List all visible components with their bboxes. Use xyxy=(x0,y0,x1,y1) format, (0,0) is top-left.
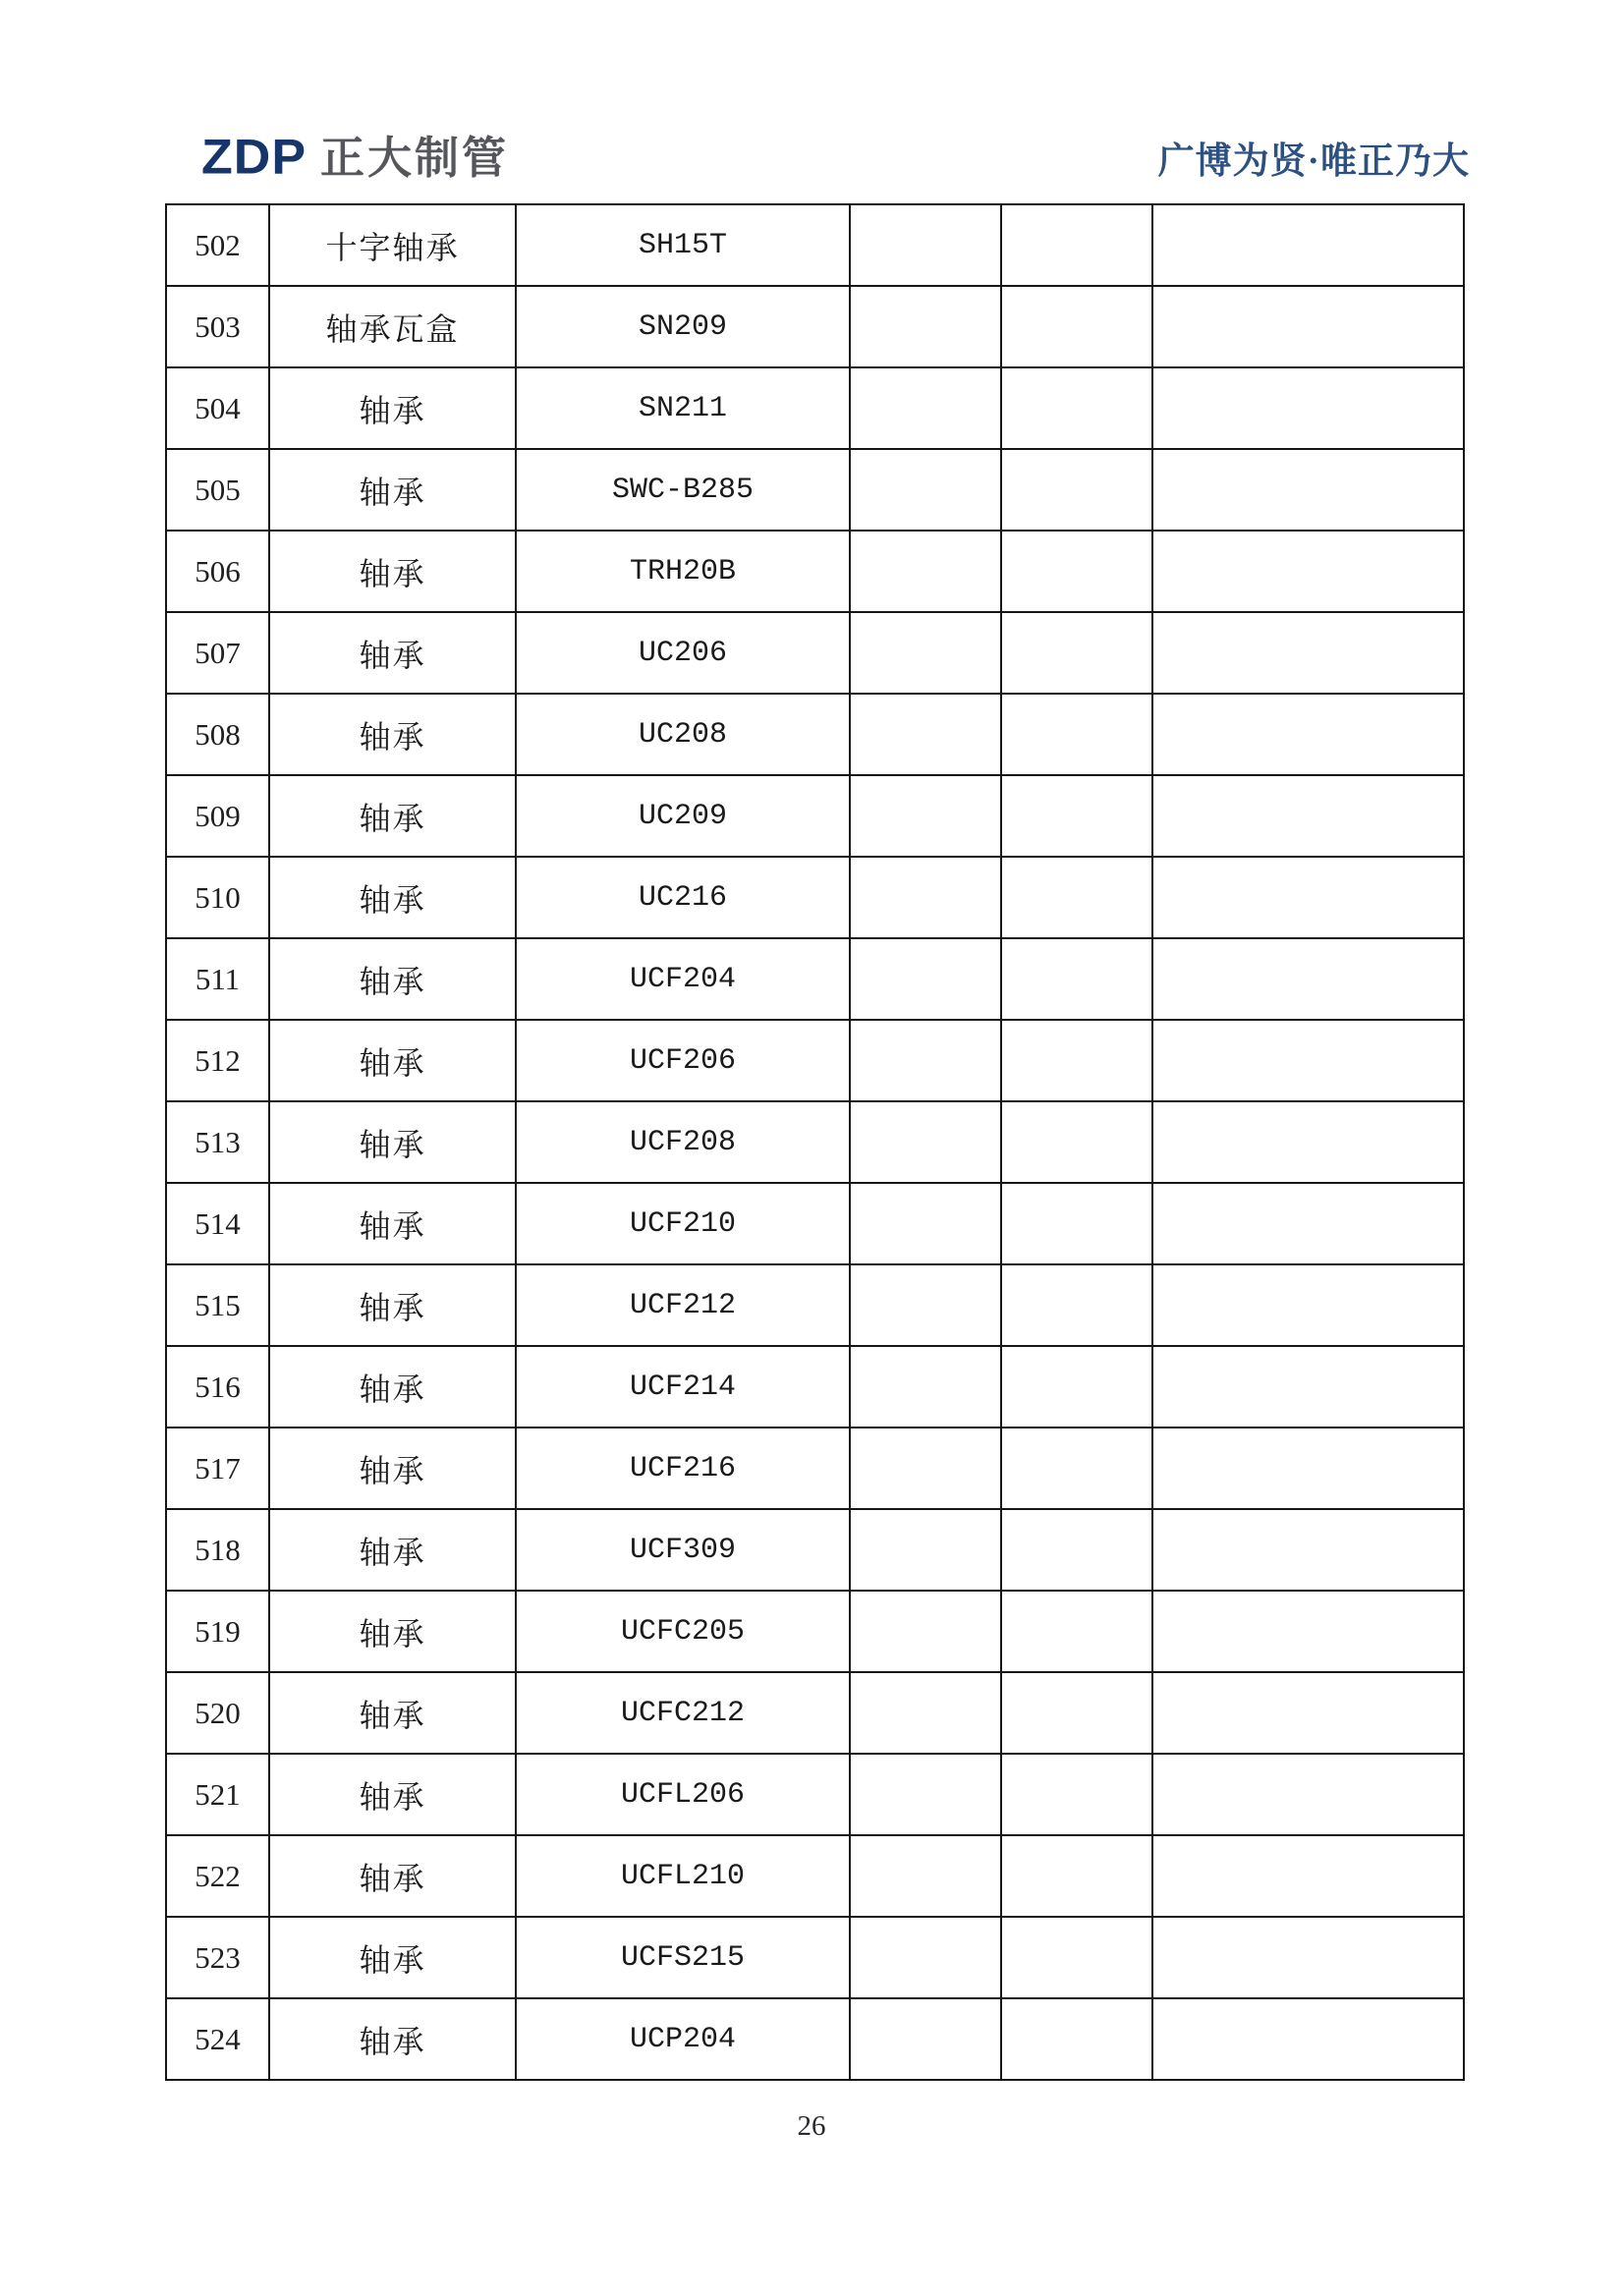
blank-cell-2 xyxy=(1001,775,1152,857)
row-number-cell: 518 xyxy=(166,1509,269,1591)
model-cell: UCFC212 xyxy=(516,1672,850,1754)
blank-cell-1 xyxy=(850,367,1001,449)
table-row xyxy=(166,286,1464,367)
row-number-cell: 503 xyxy=(166,286,269,367)
blank-cell-3 xyxy=(1152,1672,1464,1754)
blank-cell-1 xyxy=(850,1509,1001,1591)
blank-cell-3 xyxy=(1152,694,1464,775)
model-cell: UC206 xyxy=(516,612,850,694)
blank-cell-1 xyxy=(850,1591,1001,1672)
table-row xyxy=(166,204,1464,286)
blank-cell-1 xyxy=(850,1428,1001,1509)
part-name-cell: 轴承 xyxy=(269,1917,516,1998)
blank-cell-1 xyxy=(850,531,1001,612)
model-cell: UCF214 xyxy=(516,1346,850,1428)
row-number-cell: 510 xyxy=(166,857,269,938)
blank-cell-1 xyxy=(850,612,1001,694)
part-name-cell: 轴承 xyxy=(269,1183,516,1264)
row-number-cell: 515 xyxy=(166,1264,269,1346)
row-number-cell: 520 xyxy=(166,1672,269,1754)
part-name-cell: 轴承 xyxy=(269,1020,516,1101)
company-slogan: 广博为贤·唯正乃大 xyxy=(1157,141,1470,182)
part-name-cell: 轴承 xyxy=(269,1672,516,1754)
table-row xyxy=(166,367,1464,449)
part-name-cell: 轴承 xyxy=(269,1835,516,1917)
blank-cell-3 xyxy=(1152,1101,1464,1183)
table-row xyxy=(166,1672,1464,1754)
blank-cell-2 xyxy=(1001,1264,1152,1346)
blank-cell-1 xyxy=(850,204,1001,286)
blank-cell-2 xyxy=(1001,531,1152,612)
part-name-cell: 轴承 xyxy=(269,1754,516,1835)
row-number-cell: 506 xyxy=(166,531,269,612)
row-number-cell: 502 xyxy=(166,204,269,286)
row-number-cell: 504 xyxy=(166,367,269,449)
blank-cell-2 xyxy=(1001,612,1152,694)
row-number-cell: 523 xyxy=(166,1917,269,1998)
model-cell: UCF309 xyxy=(516,1509,850,1591)
row-number-cell: 512 xyxy=(166,1020,269,1101)
table-row xyxy=(166,531,1464,612)
part-name-cell: 轴承 xyxy=(269,1428,516,1509)
table-row xyxy=(166,938,1464,1020)
blank-cell-1 xyxy=(850,286,1001,367)
blank-cell-3 xyxy=(1152,1754,1464,1835)
blank-cell-2 xyxy=(1001,1346,1152,1428)
row-number-cell: 522 xyxy=(166,1835,269,1917)
part-name-cell: 轴承 xyxy=(269,1346,516,1428)
blank-cell-3 xyxy=(1152,531,1464,612)
table-row xyxy=(166,1183,1464,1264)
blank-cell-3 xyxy=(1152,1591,1464,1672)
blank-cell-2 xyxy=(1001,1998,1152,2080)
row-number-cell: 505 xyxy=(166,449,269,531)
table-row xyxy=(166,1835,1464,1917)
model-cell: UCF212 xyxy=(516,1264,850,1346)
blank-cell-3 xyxy=(1152,1917,1464,1998)
model-cell: UCFC205 xyxy=(516,1591,850,1672)
table-row xyxy=(166,449,1464,531)
part-name-cell: 轴承 xyxy=(269,367,516,449)
blank-cell-2 xyxy=(1001,286,1152,367)
blank-cell-2 xyxy=(1001,1917,1152,1998)
part-name-cell: 十字轴承 xyxy=(269,204,516,286)
part-name-cell: 轴承 xyxy=(269,1509,516,1591)
row-number-cell: 516 xyxy=(166,1346,269,1428)
blank-cell-3 xyxy=(1152,1346,1464,1428)
table-row xyxy=(166,1754,1464,1835)
blank-cell-1 xyxy=(850,857,1001,938)
table-row xyxy=(166,1917,1464,1998)
model-cell: UCF208 xyxy=(516,1101,850,1183)
table-row xyxy=(166,775,1464,857)
blank-cell-1 xyxy=(850,1998,1001,2080)
company-logo xyxy=(201,132,509,183)
blank-cell-3 xyxy=(1152,938,1464,1020)
model-cell: UC208 xyxy=(516,694,850,775)
part-name-cell: 轴承 xyxy=(269,694,516,775)
blank-cell-3 xyxy=(1152,1998,1464,2080)
blank-cell-2 xyxy=(1001,204,1152,286)
row-number-cell: 517 xyxy=(166,1428,269,1509)
blank-cell-3 xyxy=(1152,612,1464,694)
blank-cell-2 xyxy=(1001,857,1152,938)
table-row xyxy=(166,694,1464,775)
part-name-cell: 轴承 xyxy=(269,1101,516,1183)
model-cell: UCFL206 xyxy=(516,1754,850,1835)
blank-cell-2 xyxy=(1001,1428,1152,1509)
blank-cell-3 xyxy=(1152,1264,1464,1346)
blank-cell-1 xyxy=(850,1346,1001,1428)
row-number-cell: 509 xyxy=(166,775,269,857)
blank-cell-3 xyxy=(1152,775,1464,857)
part-name-cell: 轴承 xyxy=(269,938,516,1020)
blank-cell-3 xyxy=(1152,1835,1464,1917)
model-cell: UCF210 xyxy=(516,1183,850,1264)
row-number-cell: 508 xyxy=(166,694,269,775)
part-name-cell: 轴承 xyxy=(269,1998,516,2080)
blank-cell-1 xyxy=(850,1020,1001,1101)
model-cell: SN209 xyxy=(516,286,850,367)
part-name-cell: 轴承瓦盒 xyxy=(269,286,516,367)
row-number-cell: 524 xyxy=(166,1998,269,2080)
part-name-cell: 轴承 xyxy=(269,857,516,938)
table-row xyxy=(166,1509,1464,1591)
table-row xyxy=(166,1101,1464,1183)
part-name-cell: 轴承 xyxy=(269,612,516,694)
blank-cell-3 xyxy=(1152,1020,1464,1101)
table-row xyxy=(166,1998,1464,2080)
model-cell: UCF204 xyxy=(516,938,850,1020)
blank-cell-3 xyxy=(1152,1428,1464,1509)
blank-cell-2 xyxy=(1001,1672,1152,1754)
blank-cell-1 xyxy=(850,1183,1001,1264)
model-cell: UC216 xyxy=(516,857,850,938)
row-number-cell: 519 xyxy=(166,1591,269,1672)
blank-cell-2 xyxy=(1001,367,1152,449)
blank-cell-3 xyxy=(1152,286,1464,367)
blank-cell-2 xyxy=(1001,1101,1152,1183)
model-cell: TRH20B xyxy=(516,531,850,612)
row-number-cell: 511 xyxy=(166,938,269,1020)
table-row xyxy=(166,857,1464,938)
row-number-cell: 513 xyxy=(166,1101,269,1183)
blank-cell-2 xyxy=(1001,449,1152,531)
table-row xyxy=(166,1428,1464,1509)
model-cell: UCF206 xyxy=(516,1020,850,1101)
part-name-cell: 轴承 xyxy=(269,1264,516,1346)
blank-cell-1 xyxy=(850,1101,1001,1183)
blank-cell-1 xyxy=(850,1264,1001,1346)
blank-cell-1 xyxy=(850,449,1001,531)
model-cell: UCP204 xyxy=(516,1998,850,2080)
model-cell: SH15T xyxy=(516,204,850,286)
model-cell: UC209 xyxy=(516,775,850,857)
table-row xyxy=(166,1020,1464,1101)
page-number: 26 xyxy=(797,2110,826,2142)
part-name-cell: 轴承 xyxy=(269,775,516,857)
blank-cell-1 xyxy=(850,775,1001,857)
table-row xyxy=(166,1591,1464,1672)
blank-cell-1 xyxy=(850,1835,1001,1917)
model-cell: UCF216 xyxy=(516,1428,850,1509)
blank-cell-1 xyxy=(850,938,1001,1020)
blank-cell-3 xyxy=(1152,857,1464,938)
parts-table-body xyxy=(166,204,1464,2080)
blank-cell-3 xyxy=(1152,1509,1464,1591)
blank-cell-1 xyxy=(850,1672,1001,1754)
blank-cell-3 xyxy=(1152,367,1464,449)
blank-cell-1 xyxy=(850,694,1001,775)
blank-cell-3 xyxy=(1152,1183,1464,1264)
blank-cell-1 xyxy=(850,1754,1001,1835)
table-row xyxy=(166,1346,1464,1428)
blank-cell-2 xyxy=(1001,938,1152,1020)
blank-cell-2 xyxy=(1001,1183,1152,1264)
part-name-cell: 轴承 xyxy=(269,531,516,612)
blank-cell-3 xyxy=(1152,449,1464,531)
model-cell: SWC-B285 xyxy=(516,449,850,531)
blank-cell-2 xyxy=(1001,694,1152,775)
blank-cell-2 xyxy=(1001,1754,1152,1835)
part-name-cell: 轴承 xyxy=(269,1591,516,1672)
blank-cell-3 xyxy=(1152,204,1464,286)
zdp-logo-mark: ZDP xyxy=(201,130,307,185)
blank-cell-2 xyxy=(1001,1020,1152,1101)
row-number-cell: 514 xyxy=(166,1183,269,1264)
row-number-cell: 521 xyxy=(166,1754,269,1835)
model-cell: SN211 xyxy=(516,367,850,449)
part-name-cell: 轴承 xyxy=(269,449,516,531)
table-row xyxy=(166,612,1464,694)
model-cell: UCFL210 xyxy=(516,1835,850,1917)
parts-table xyxy=(165,203,1465,2081)
company-name-text: 正大制管 xyxy=(320,132,510,183)
blank-cell-2 xyxy=(1001,1591,1152,1672)
blank-cell-1 xyxy=(850,1917,1001,1998)
model-cell: UCFS215 xyxy=(516,1917,850,1998)
table-row xyxy=(166,1264,1464,1346)
blank-cell-2 xyxy=(1001,1835,1152,1917)
row-number-cell: 507 xyxy=(166,612,269,694)
blank-cell-2 xyxy=(1001,1509,1152,1591)
